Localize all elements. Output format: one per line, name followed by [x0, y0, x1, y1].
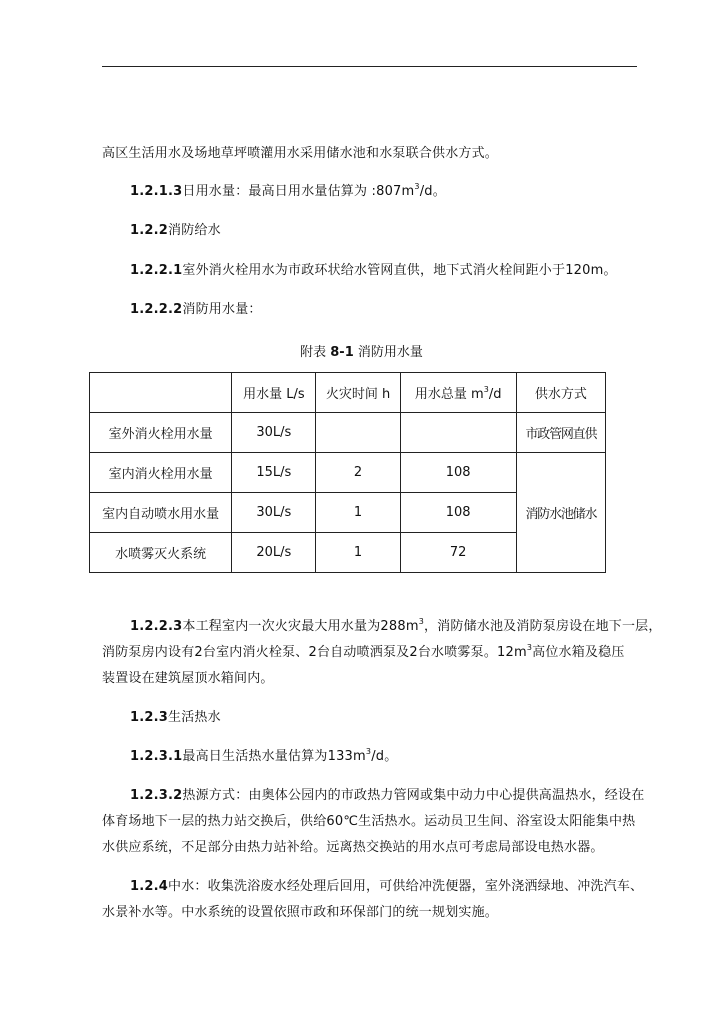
table-caption: 附表 8-1 消防用水量 — [300, 345, 423, 360]
table-cell: 室外消火栓用水量 — [90, 413, 232, 453]
section-number: 1.2.1.3 — [130, 184, 183, 199]
table-cell: 室内自动喷水用水量 — [90, 493, 232, 533]
table-cell: 2 — [316, 453, 400, 493]
paragraph-text: 日用水量：最高日用水量估算为 :807m — [182, 184, 415, 199]
table-cell: 108 — [400, 493, 516, 533]
heading-text: 生活热水 — [168, 710, 221, 725]
table-cell: 108 — [400, 453, 516, 493]
section-number: 1.2.4 — [130, 879, 169, 894]
header-cell — [90, 373, 232, 413]
header-cell: 供水方式 — [516, 373, 605, 413]
paragraph-outdoor-hydrant — [130, 262, 617, 280]
table-cell: 1 — [316, 533, 400, 573]
paragraph-text-tail: /d。 — [419, 184, 446, 199]
paragraph-heat-source-line2: 体育场地下一层的热力站交换后，供给60℃生活热水。运动员卫生间、浴室设太阳能集中热 — [102, 814, 636, 829]
heading-text: 消防给水 — [168, 223, 221, 238]
paragraph-reclaimed-water-line1: 1.2.4中水：收集洗浴废水经处理后回用，可供给冲洗便器，室外浇洒绿地、冲洗汽车、 — [130, 879, 644, 894]
table-cell-merged: 消防水池储水 — [516, 453, 605, 573]
superscript: 3 — [414, 182, 420, 191]
section-number: 1.2.3.1 — [130, 749, 183, 764]
table-row — [90, 453, 606, 493]
table-cell: 72 — [400, 533, 516, 573]
section-number: 1.2.2.1 — [130, 263, 183, 278]
table-cell — [400, 413, 516, 453]
header-rule — [102, 66, 637, 67]
section-number: 1.2.2 — [130, 223, 169, 238]
paragraph-text: 高区生活用水及场地草坪喷灌用水采用储水池和水泵联合供水方式。 — [102, 146, 499, 161]
header-cell: 火灾时间 h — [316, 373, 400, 413]
section-number: 1.2.3 — [130, 710, 169, 725]
section-number: 1.2.2.3 — [130, 619, 183, 634]
table-cell: 1 — [316, 493, 400, 533]
table-cell: 30L/s — [232, 413, 316, 453]
fire-water-table — [89, 372, 606, 573]
header-cell: 用水量 L/s — [232, 373, 316, 413]
table-cell: 30L/s — [232, 493, 316, 533]
paragraph-max-indoor-volume-line3: 装置设在建筑屋顶水箱间内。 — [102, 671, 274, 686]
paragraph-heat-source-line3: 水供应系统，不足部分由热力站补给。远离热交换站的用水点可考虑局部设电热水器。 — [102, 840, 604, 855]
section-number: 1.2.2.2 — [130, 302, 183, 317]
table-row — [90, 413, 606, 453]
paragraph-max-indoor-volume-line1: 1.2.2.3本工程室内一次火灾最大用水量为$288m^3$，消防储水池及消防泵房设在地下一层， — [130, 617, 662, 634]
table-cell: 室内消火栓用水量 — [90, 453, 232, 493]
paragraph-reclaimed-water-line2: 水景补水等。中水系统的设置依照市政和环保部门的统一规划实施。 — [102, 905, 499, 920]
heading-domestic-hot-water — [130, 709, 221, 727]
paragraph-high-zone-supply — [102, 145, 498, 163]
header-cell: 用水总量 $m^3/d$ — [400, 373, 516, 413]
paragraph-text: 室外消火栓用水为市政环状给水管网直供，地下式消火栓间距小于120m。 — [182, 263, 617, 278]
table-cell: 市政管网直供 — [516, 413, 605, 453]
table-cell: 20L/s — [232, 533, 316, 573]
paragraph-max-indoor-volume-line2: 消防泵房内设有2台室内消火栓泵、2台自动喷洒泵及2台水喷雾泵。$12m^3$高位水箱及稳压 — [102, 643, 625, 660]
paragraph-text: 消防用水量： — [182, 302, 262, 317]
paragraph-hot-water-volume: 1.2.3.1最高日生活热水量估算为$133m^3/d$。 — [130, 747, 398, 764]
table-cell: 15L/s — [232, 453, 316, 493]
section-number: 1.2.3.2 — [130, 788, 183, 803]
table-cell: 水喷雾灭火系统 — [90, 533, 232, 573]
table-header-row — [90, 373, 606, 413]
table-cell — [316, 413, 400, 453]
heading-fire-water-supply — [130, 222, 221, 240]
paragraph-heat-source-line1: 1.2.3.2热源方式：由奥体公园内的市政热力管网或集中动力中心提供高温热水，经设在 — [130, 788, 645, 803]
paragraph-fire-water-volume — [130, 301, 262, 319]
paragraph-daily-water — [130, 183, 446, 201]
